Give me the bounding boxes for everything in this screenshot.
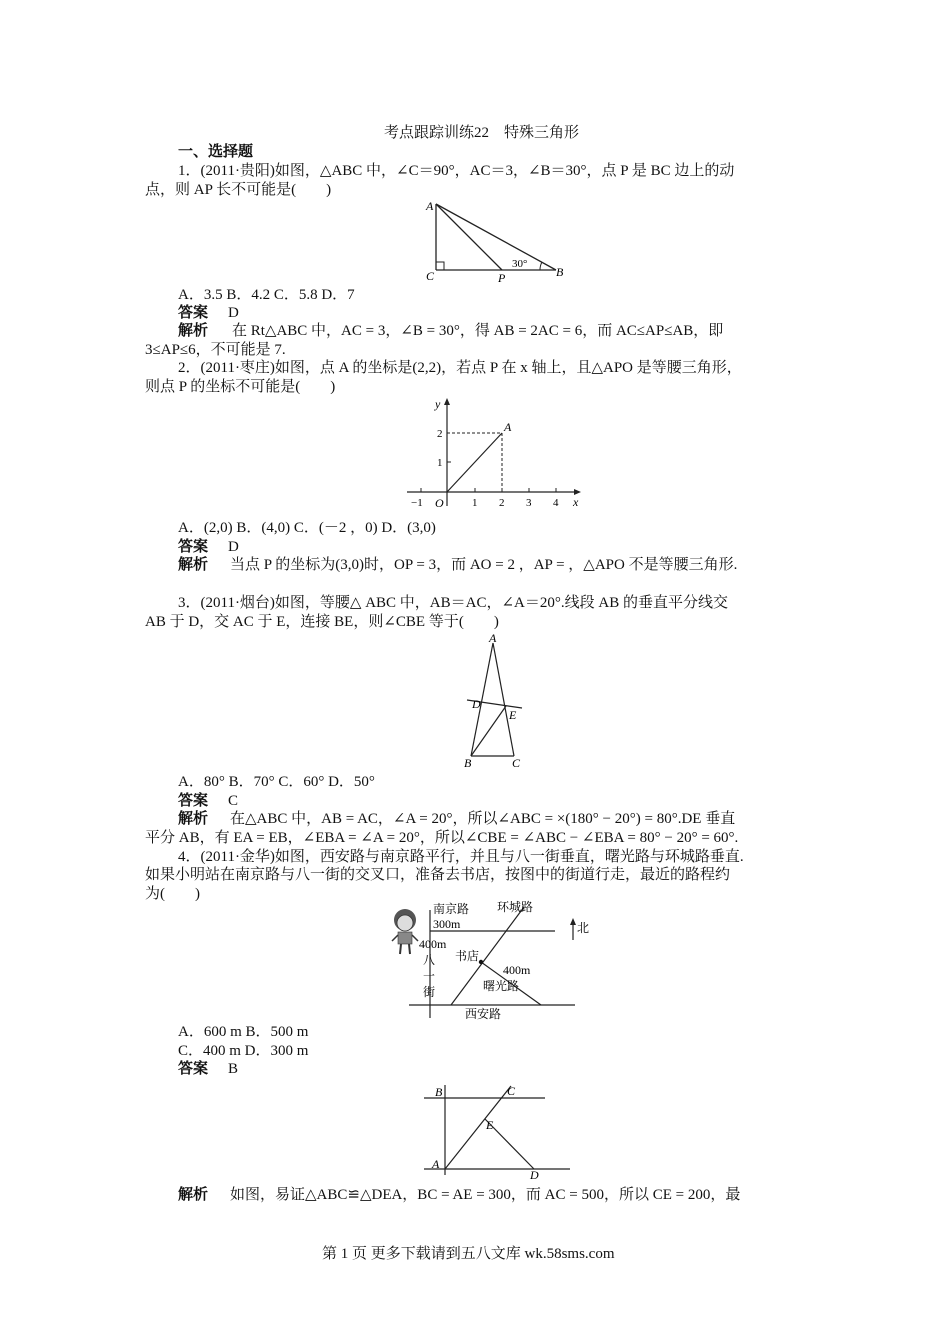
q4-fig2-label-C: C [507, 1084, 516, 1098]
q4-line2: 如果小明站在南京路与八一街的交叉口，准备去书店，按图中的街道行走，最近的路程约 [145, 867, 731, 883]
q1-angle-label: 30° [512, 258, 528, 270]
q2-label-O: O [435, 496, 444, 510]
q1-options: A．3.5 B．4.2 C．5.8 D．7 [178, 287, 355, 303]
q1-label-P: P [498, 271, 506, 283]
q1-line2: 点，则 AP 长不可能是( ) [145, 182, 332, 198]
q2-ytick: 1 [437, 457, 443, 469]
bayi-street-label-3: 街 [423, 985, 436, 999]
q4-analysis-line1: 如图，易证△ABC≌△DEA，BC = AE = 300，而 AC = 500，所以 CE = 200，最 [230, 1187, 741, 1203]
q3-label-E: E [509, 708, 517, 722]
q1-label-C: C [426, 269, 435, 283]
q2-label-A: A [504, 420, 512, 434]
q2-line1: 2．(2011·枣庄)如图，点 A 的坐标是(2,2)，若点 P 在 x 轴上，且△APO 是等腰三角形， [178, 360, 742, 376]
distance-400m-label: 400m [419, 937, 447, 951]
q1-analysis-line2: 3≤AP≤6，不可能是 7. [145, 342, 286, 358]
q2-options: A．(2,0) B．(4,0) C．(－2 ，0) D．(3,0) [178, 520, 436, 536]
q4-options-line2: C．400 m D．300 m [178, 1043, 309, 1059]
q3-label-A: A [489, 633, 497, 645]
q2-xtick: 4 [553, 497, 559, 509]
q4-fig2-label-E: E [486, 1118, 494, 1132]
q2-answer-label: 答案 [178, 539, 209, 555]
q2-xtick: 1 [472, 497, 478, 509]
q4-answer-label: 答案 [178, 1061, 209, 1077]
q3-line2: AB 于 D，交 AC 于 E，连接 BE，则∠CBE 等于( ) [145, 614, 499, 630]
shuguang-road-label: 曙光路 [483, 979, 520, 993]
q4-fig2-label-D: D [530, 1168, 539, 1180]
q3-answer-label: 答案 [178, 793, 209, 809]
nanjing-road-label: 南京路 [433, 902, 470, 916]
q1-analysis-line1: 在 Rt△ABC 中，AC = 3，∠B = 30°，得 AB = 2AC = 6，而 AC≤AP≤AB，即 [232, 323, 724, 339]
q1-answer-label: 答案 [178, 305, 209, 321]
q3-figure [455, 633, 535, 771]
q4-answer: B [228, 1061, 239, 1077]
q4-analysis-label: 解析 [178, 1187, 209, 1203]
q4-solution-figure [420, 1080, 575, 1180]
q4-line1: 4．(2011·金华)如图，西安路与南京路平行，并且与八一街垂直，曙光路与环城路垂直. [178, 849, 744, 865]
q1-label-A: A [426, 199, 434, 213]
bookstore-label: 书店 [455, 949, 480, 963]
q2-xtick: −1 [411, 497, 423, 509]
q3-label-C: C [512, 756, 521, 770]
north-label: 北 [577, 921, 590, 935]
q2-answer: D [228, 539, 239, 555]
bayi-street-label-1: 八 [423, 953, 436, 967]
q4-line3: 为( ) [145, 886, 200, 902]
bayi-street-label-2: 一 [423, 969, 436, 983]
q3-analysis-line1: 在△ABC 中，AB = AC，∠A = 20°，所以∠ABC = ×(180° − 20°) = 80°.DE 垂直 [230, 811, 736, 827]
q4-options-line1: A．600 m B．500 m [178, 1024, 309, 1040]
q3-analysis-label: 解析 [178, 811, 209, 827]
section-heading: 一、选择题 [178, 144, 254, 160]
page-footer: 第 1 页 更多下载请到五八文库 wk.58sms.com [322, 1246, 615, 1262]
q4-fig2-label-B: B [435, 1085, 443, 1099]
q2-label-x: x [573, 495, 579, 509]
q4-fig2-label-A: A [432, 1157, 440, 1171]
page-title: 考点跟踪训练22 特殊三角形 [384, 125, 580, 141]
q2-xtick: 3 [526, 497, 532, 509]
q2-xtick: 2 [499, 497, 505, 509]
distance-300m-label: 300m [433, 917, 461, 931]
q2-ytick: 2 [437, 428, 443, 440]
q3-label-B: B [464, 756, 472, 770]
boy-illustration [392, 909, 418, 954]
q1-analysis-label: 解析 [178, 323, 209, 339]
q2-line2: 则点 P 的坐标不可能是( ) [145, 379, 336, 395]
q1-figure [420, 198, 570, 283]
q4-map-figure [385, 900, 600, 1028]
q3-options: A．80° B．70° C．60° D．50° [178, 774, 375, 790]
q1-answer: D [228, 305, 239, 321]
q1-label-B: B [556, 265, 564, 279]
q2-label-y: y [435, 397, 441, 411]
xian-road-label: 西安路 [465, 1007, 502, 1021]
q3-analysis-line2: 平分 AB，有 EA = EB，∠EBA = ∠A = 20°，所以∠CBE = ∠ABC − ∠EBA = 80° − 20° = 60°. [145, 830, 739, 846]
q3-answer: C [228, 793, 239, 809]
q2-figure [405, 396, 590, 514]
q2-analysis-label: 解析 [178, 557, 209, 573]
q1-line1: 1．(2011·贵阳)如图，△ABC 中，∠C＝90°，AC＝3，∠B＝30°，点 P 是 BC 边上的动 [178, 163, 735, 179]
huancheng-road-label: 环城路 [497, 900, 534, 914]
q3-label-D: D [472, 697, 481, 711]
q2-analysis-line1: 当点 P 的坐标为(3,0)时，OP = 3，而 AO = 2 ，AP = ，△APO 不是等腰三角形. [230, 557, 738, 573]
distance-400m-label: 400m [503, 963, 531, 977]
q3-line1: 3．(2011·烟台)如图，等腰△ ABC 中，AB＝AC，∠A＝20°.线段 AB 的垂直平分线交 [178, 595, 728, 611]
